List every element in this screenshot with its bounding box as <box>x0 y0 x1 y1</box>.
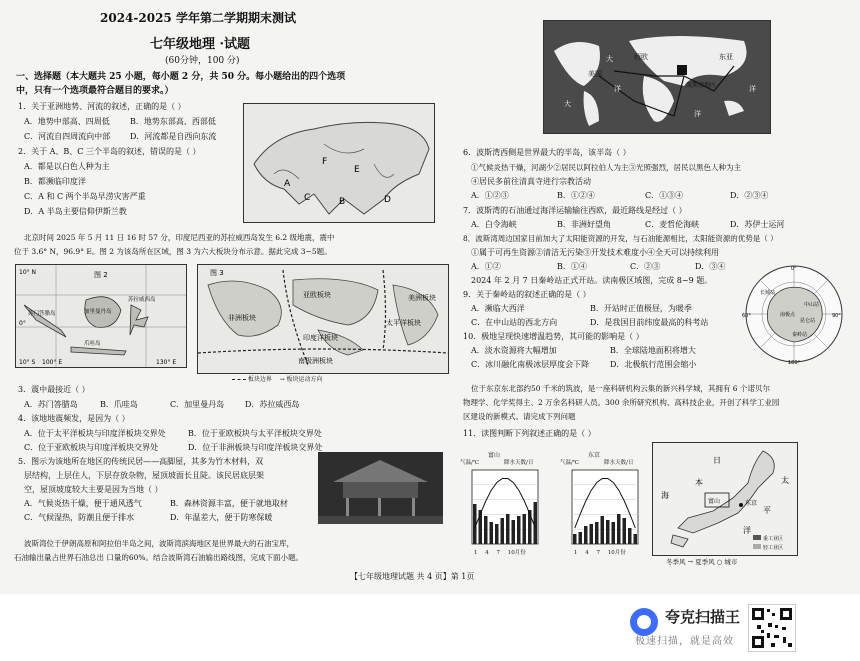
oil-route-map <box>543 20 771 134</box>
q10-stem: 10．极地呈现快速增温趋势，其可能的影响是（ ） <box>463 332 644 341</box>
japan-label-yang: 洋 <box>743 526 751 535</box>
fig3-plate-african: 非洲板块 <box>228 314 256 322</box>
q2-option-a: A．都是以白色人种为主 <box>24 162 110 171</box>
q8-stem: 8．波斯湾周边国家目前加大了太阳能资源的开发，与石油能源相比，太阳能资源的优势是（ ） <box>463 234 778 243</box>
japan-label-ping: 平 <box>763 506 771 515</box>
q10-option-a: A．淡水资源将大幅增加 <box>471 346 557 355</box>
japan-label-ri: 日 <box>713 456 721 465</box>
oil-route-drawing <box>544 21 770 133</box>
climate1-city: 富山 <box>488 452 501 459</box>
q1-option-c: C．河流自四周流向中部 <box>24 132 111 141</box>
q5-option-d: D．年温差大，便于防寒保暖 <box>170 513 273 522</box>
asia-label-d: D <box>384 195 391 205</box>
q9-option-a: A．濒临大西洋 <box>471 304 525 313</box>
exam-subject: 七年级地理 ·试题 <box>150 37 251 52</box>
q9-stem: 9．关于秦岭站的叙述正确的是（ ） <box>463 290 591 299</box>
climate2-bar <box>584 526 588 544</box>
intro-earthquake-line2: 位于 3.6° N，96.9° E。图 2 为该岛所在区域，图 3 为六大板块分布示意。据此完成 3~5题。 <box>14 247 332 256</box>
q6-line2: ④居民多前往清真寺进行宗教活动 <box>471 177 591 186</box>
antarctic-label-0: 0° <box>791 266 797 272</box>
climate-chart-toyama <box>460 450 552 560</box>
q8-option-d: D．③④ <box>695 262 726 271</box>
oil-map-ocean-3: 洋 <box>614 85 621 93</box>
q6-option-d: D．②③④ <box>730 191 769 200</box>
antarctic-label-180: 180° <box>788 360 801 366</box>
q2-option-c: C．A 和 C 两个半岛早涝灾害严重 <box>24 192 146 201</box>
antarctic-south-pole: 南极点 <box>780 312 796 318</box>
intro-tsukuba-line3: 区建设的新模式。请完成下列问题 <box>463 412 576 421</box>
exam-time-score: (60分钟，100 分) <box>165 56 240 66</box>
oil-map-ocean-2: 大 <box>606 55 613 63</box>
climate2-bar <box>606 520 610 544</box>
climate1-xtick-4: 4 <box>485 550 489 556</box>
climate2-ylabel-right: 降水天数/日 <box>604 460 634 466</box>
q7-stem: 7．波斯湾的石油通过海洋运输输往西欧，最近路线是经过（ ） <box>463 206 687 215</box>
fig2-lat-mid: 0° <box>19 320 26 327</box>
fig2-label: 图 2 <box>94 271 108 279</box>
antarctic-kunlun: 昆仑站 <box>800 318 816 324</box>
oil-map-ocean-4: 洋 <box>694 110 701 118</box>
fig2-place-java: 爪哇岛 <box>84 341 101 347</box>
legend-arrow-icon: → <box>279 376 285 383</box>
asia-label-e: E <box>354 165 360 175</box>
climate2-ylabel-left: 气温/℃ <box>560 460 580 466</box>
stilt-house-photo <box>318 452 443 524</box>
antarctic-label-90: 90° <box>832 313 841 319</box>
climate1-ylabel-right: 降水天数/日 <box>504 460 534 466</box>
intro-polar: 2024 年 2 月 7 日秦岭站正式开站。读南极区域图，完成 8~9 题。 <box>471 276 713 285</box>
fig3-legend-boundary <box>232 374 323 385</box>
oil-map-ocean-1: 大 <box>564 100 571 108</box>
climate1-xtick-7: 7 <box>496 550 500 556</box>
fig3-plate-american: 美洲板块 <box>408 294 436 302</box>
climate1-xtick-10: 10月份 <box>507 550 526 556</box>
scanner-slogan: 极速扫描，就是高效 <box>635 636 734 647</box>
q3-option-a: A．苏门答腊岛 <box>24 400 78 409</box>
q4-option-a: A．位于太平洋板块与印度洋板块交界处 <box>24 429 166 438</box>
climate2-bar <box>601 516 605 544</box>
q7-option-b: B．非洲好望角 <box>557 220 611 229</box>
japan-map <box>652 442 798 556</box>
climate2-xtick-7: 7 <box>596 550 600 556</box>
climate2-xtick-4: 4 <box>585 550 589 556</box>
fig2-lon-right: 130° E <box>156 359 177 366</box>
q1-stem: 1．关于亚洲地势、河流的叙述，正确的是（ ） <box>18 102 186 111</box>
climate2-bar <box>573 534 577 544</box>
legend-dash-icon <box>232 379 246 380</box>
scanner-app-name: 夸克扫描王 <box>665 608 741 626</box>
fig3-plate-pacific: 太平洋板块 <box>386 319 421 327</box>
climate1-xtick-1: 1 <box>474 550 478 556</box>
climate2-bar <box>628 528 632 544</box>
q10-option-d: D．北极航行范围会缩小 <box>610 360 697 369</box>
climate2-bar <box>623 518 627 544</box>
asia-label-f: F <box>322 157 328 167</box>
oil-map-ocean-5: 洋 <box>749 85 756 93</box>
antarctic-label-60: 60° <box>742 313 751 319</box>
fig2-lon-left: 100° E <box>42 359 63 366</box>
japan-label-tokyo: 东京 <box>745 500 758 507</box>
fig3-legend-boundary-label: 板块边界 <box>247 376 272 383</box>
fig2-lat-bottom: 10° S <box>19 359 36 366</box>
climate1-xticks <box>474 548 526 559</box>
section-heading-2: 中，只有一个选项最符合题目的要求。） <box>16 86 174 96</box>
figure-3-map <box>197 264 449 374</box>
q7-option-a: A．白令海峡 <box>471 220 517 229</box>
climate1-ylabel-left: 气温/℃ <box>460 460 480 466</box>
q9-option-c: C．在中山站的西北方向 <box>471 318 558 327</box>
q7-option-d: D．苏伊士运河 <box>730 220 785 229</box>
scanner-footer <box>0 594 860 661</box>
japan-legend-light: 轻工业区 <box>763 545 784 551</box>
q4-stem: 4．该地地震频发，是因为（ ） <box>18 414 130 423</box>
intro-tsukuba-line2: 物理学、化学奖得主、2 万余名科研人员。300 余所研究机构、高科技企业，开创了科学工业园 <box>463 398 780 407</box>
climate2-xticks <box>574 548 626 559</box>
climate1-bar <box>501 518 505 544</box>
asia-map <box>243 103 435 223</box>
q5-option-c: C．气候湿热，防潮且便于排水 <box>24 513 135 522</box>
climate2-bar <box>634 534 638 544</box>
q6-line1: ①气候炎热干燥，河湖少②居民以阿拉伯人为主③光照强烈，居民以黑色人种为主 <box>471 163 741 172</box>
q5-stem-line1: 5．图示为该地所在地区的传统民居——高脚屋，其多为竹木材料，双 <box>18 457 264 466</box>
section-heading-1: 一、选择题（本大题共 25 小题，每小题 2 分，共 50 分。每小题给出的四个选项 <box>16 72 346 82</box>
quark-logo-icon <box>630 608 658 636</box>
q8-line1: ①属于可再生资源②清洁无污染③开发技术难度小④全天可以持续利用 <box>471 248 719 257</box>
climate1-bar <box>534 502 538 544</box>
q3-option-d: D．苏拉威西岛 <box>245 400 300 409</box>
q5-option-a: A．气候炎热干燥，便于通风透气 <box>24 499 142 508</box>
q2-stem: 2．关于 A、B、C 三个半岛的叙述，错误的是（ ） <box>18 147 201 156</box>
antarctic-map <box>740 262 848 366</box>
q3-option-c: C．加里曼丹岛 <box>170 400 225 409</box>
fig2-place-sulawesi: 苏拉威西岛 <box>128 297 156 303</box>
climate2-bar <box>612 522 616 544</box>
fig2-lat-top: 10° N <box>19 269 37 276</box>
q8-option-b: B．①④ <box>557 262 587 271</box>
antarctic-drawing <box>740 262 848 366</box>
q10-option-b: B．全球陆地面积将增大 <box>610 346 696 355</box>
stilt-house-drawing <box>318 452 443 524</box>
climate2-bar <box>579 532 583 544</box>
q8-option-a: A．①② <box>471 262 501 271</box>
climate2-plot <box>560 468 652 548</box>
q5-stem-line3: 空，屋顶坡度较大主要是因为当地（ ） <box>24 485 163 494</box>
q7-option-c: C．麦哲伦海峡 <box>645 220 700 229</box>
intro-gulf-line1: 波斯湾位于伊朗高原和阿拉伯半岛之间，波斯湾滨海地区是世界最大的石油宝库， <box>24 539 294 548</box>
climate1-bar <box>506 514 510 544</box>
climate2-bar <box>617 514 621 544</box>
asia-label-b: B <box>339 197 346 207</box>
fig3-plate-antarctic: 南极洲板块 <box>298 357 333 365</box>
q4-option-b: B．位于亚欧板块与太平洋板块交界处 <box>188 429 322 438</box>
climate1-plot <box>460 468 552 548</box>
climate1-bar <box>523 514 527 544</box>
asia-label-a: A <box>284 179 291 189</box>
climate1-bar <box>517 516 521 544</box>
q4-option-d: D．位于非洲板块与印度洋板块交界处 <box>188 443 323 452</box>
fig2-place-kalimantan: 加里曼丹岛 <box>84 309 112 315</box>
japan-legend-heavy: 重工业区 <box>763 536 784 542</box>
fig3-label: 图 3 <box>210 269 224 277</box>
fig2-place-sumatra: 苏门答腊岛 <box>28 311 56 317</box>
climate1-bar <box>490 522 494 544</box>
antarctic-zhongshan: 中山站 <box>804 302 820 308</box>
climate1-bar <box>495 524 499 544</box>
exam-title: 2024-2025 学年第二学期期末测试 <box>100 11 296 25</box>
fig3-plate-eurasian: 亚欧板块 <box>303 291 331 299</box>
climate2-bar <box>590 524 594 544</box>
q9-option-d: D．是我国目前纬度最高的科考站 <box>590 318 709 327</box>
q4-option-c: C．位于亚欧板块与印度洋板块交界处 <box>24 443 159 452</box>
q5-stem-line2: 层结构，上层住人，下层存放杂物，屋顶坡面长且陡。该民居底层架 <box>24 471 264 480</box>
q5-option-b: B．森林资源丰富，便于就地取材 <box>170 499 288 508</box>
japan-drawing <box>653 443 797 555</box>
q9-option-b: B．开站时正值极昼，为暖季 <box>590 304 692 313</box>
climate1-bar <box>484 516 488 544</box>
japan-label-tai: 太 <box>781 476 789 485</box>
quark-logo-inner <box>637 615 651 629</box>
q3-option-b: B．爪哇岛 <box>100 400 138 409</box>
japan-label-hai: 海 <box>661 491 669 500</box>
q2-option-d: D．A 半岛主要信仰伊斯兰教 <box>24 207 127 216</box>
climate2-city: 东京 <box>588 452 601 459</box>
figure-2-map <box>15 264 187 368</box>
q10-option-c: C．冰川融化南极冰层厚度会下降 <box>471 360 590 369</box>
oil-map-west-europe: 西欧 <box>634 53 648 61</box>
climate2-bar <box>595 522 599 544</box>
intro-gulf-line2: 石油输出量占世界石油总出 口量的60%。结合波斯湾石油输出路线图，完成下面小题。 <box>14 553 304 562</box>
qr-code-icon[interactable] <box>748 604 796 652</box>
page-footer: 【七年级地理试题 共 4 页】第 1页 <box>350 572 475 581</box>
fig3-legend-motion-label: 板块运动方向 <box>286 376 323 383</box>
q1-option-d: D．河流都是自西向东流 <box>130 132 217 141</box>
q11-stem: 11．读图判断下列叙述正确的是（ ） <box>463 429 596 438</box>
intro-earthquake-line1: 北京时间 2025 年 5 月 11 日 16 时 57 分，印度尼西亚的苏拉威西岛发生 6.2 级地震，震中 <box>24 233 335 242</box>
q1-option-a: A．地势中部高、四周低 <box>24 117 110 126</box>
q6-option-c: C．①③④ <box>645 191 684 200</box>
q8-option-c: C．②③ <box>630 262 661 271</box>
japan-map-legend-bottom: 冬季风 → 夏季风 ○ 城市 <box>666 558 738 566</box>
intro-tsukuba-line1: 位于东京东北部约50 千米的筑波，是一座科研机构云集的新兴科学城，其拥有 6 个诺贝尔 <box>471 384 770 393</box>
fig3-plate-indian: 印度洋板块 <box>303 334 338 342</box>
climate2-xtick-1: 1 <box>574 550 578 556</box>
antarctic-qinling: 秦岭站 <box>792 332 808 338</box>
antarctic-changcheng: 长城站 <box>760 290 776 296</box>
q1-option-b: B．地势东部高、西部低 <box>130 117 216 126</box>
japan-label-ben: 本 <box>695 478 703 487</box>
asia-map-drawing <box>244 104 434 222</box>
qr-code-drawing <box>749 605 795 651</box>
q6-stem: 6．波斯湾西侧是世界最大的半岛，该半岛（ ） <box>463 148 631 157</box>
figure-2-drawing <box>16 265 186 367</box>
oil-map-east-asia: 东亚 <box>719 53 733 61</box>
japan-label-toyama: 富山 <box>708 498 721 505</box>
oil-map-usa: 美国 <box>588 70 602 78</box>
oil-map-gulf: 波斯湾地区 <box>686 82 717 89</box>
q2-option-b: B．都濒临印度洋 <box>24 177 86 186</box>
q6-option-a: A．①②③ <box>471 191 509 200</box>
q6-option-b: B．①②④ <box>557 191 595 200</box>
figure-3-drawing <box>198 265 448 373</box>
q3-stem: 3．震中最接近（ ） <box>18 385 90 394</box>
climate2-xtick-10: 10月份 <box>607 550 626 556</box>
climate1-bar <box>512 520 516 544</box>
asia-label-c: C <box>304 193 311 203</box>
climate-chart-tokyo <box>560 450 652 560</box>
